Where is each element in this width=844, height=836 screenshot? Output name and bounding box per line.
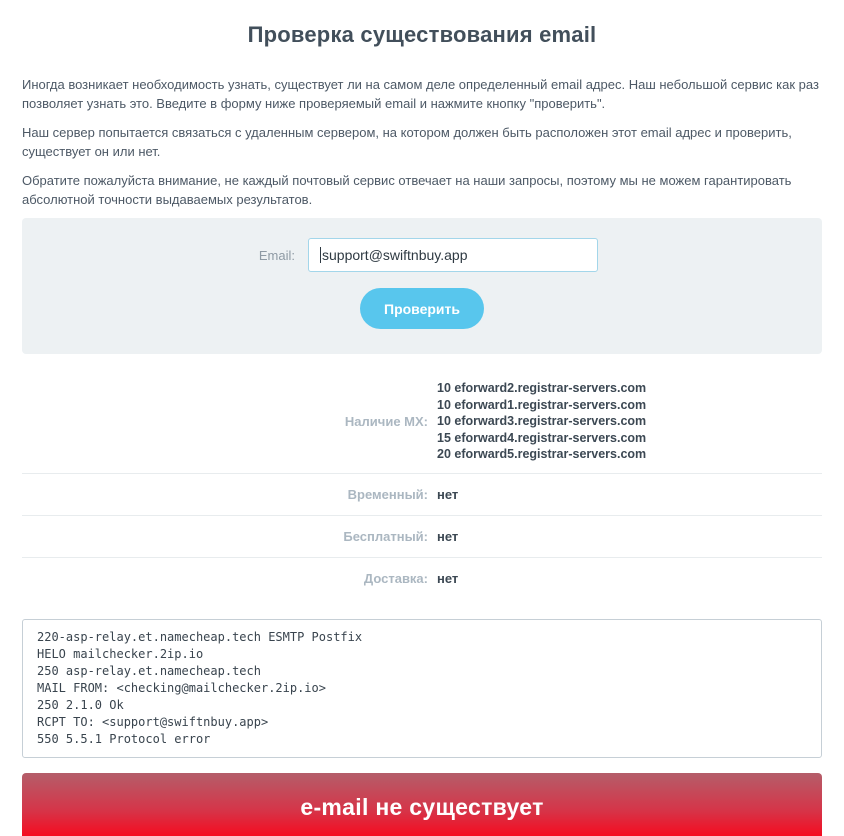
mx-priority: 10	[437, 397, 451, 412]
mx-host: eforward5.registrar-servers.com	[454, 447, 647, 461]
email-input-wrap	[308, 238, 598, 272]
result-rows	[22, 474, 822, 599]
email-form-row	[22, 238, 822, 272]
mx-record	[437, 397, 646, 414]
results-section	[22, 354, 822, 599]
mx-host: eforward3.registrar-servers.com	[454, 414, 647, 428]
intro-paragraph: Наш сервер попытается связаться с удаленным сервером, на котором должен быть расположен этот email адрес и проверить, существует он или нет.	[22, 125, 792, 159]
text-caret	[320, 247, 321, 263]
intro-paragraph: Иногда возникает необходимость узнать, существует ли на самом деле определенный email адрес. Наш небольшой сервис как раз позволяет узнать это. Введите в форму ниже проверяемый email и нажмите кнопку "проверить".	[22, 77, 819, 111]
mx-record	[437, 430, 646, 447]
smtp-log-line: 550 5.5.1 Protocol error	[37, 731, 211, 746]
smtp-log-line: MAIL FROM: <checking@mailchecker.2ip.io>	[37, 680, 326, 695]
verdict-banner	[22, 773, 822, 836]
result-row	[22, 516, 822, 558]
email-label: Email:	[258, 247, 295, 263]
result-value: нет	[437, 570, 459, 586]
mx-records-list	[437, 380, 646, 463]
mx-label: Наличие MX:	[344, 413, 428, 429]
result-label: Доставка:	[363, 570, 428, 586]
check-button[interactable]: Проверить	[360, 288, 484, 329]
mx-record	[437, 413, 646, 430]
email-input[interactable]	[308, 238, 598, 272]
mx-priority: 15	[437, 430, 451, 445]
mx-host: eforward1.registrar-servers.com	[454, 397, 647, 412]
smtp-log-line: RCPT TO: <support@swiftnbuy.app>	[37, 714, 269, 729]
mx-host: eforward4.registrar-servers.com	[454, 430, 647, 445]
mx-priority: 10	[437, 381, 451, 395]
page-container	[22, 0, 822, 836]
intro-paragraph: Обратите пожалуйста внимание, не каждый почтовый сервис отвечает на наши запросы, поэтому мы не можем гарантировать абсолютной точности выдаваемых результатов.	[22, 173, 792, 207]
result-value: нет	[437, 528, 459, 544]
mx-priority: 10	[437, 414, 451, 428]
verdict-text: e-mail не существует	[300, 793, 544, 820]
result-label: Бесплатный:	[343, 528, 428, 544]
result-value: нет	[437, 486, 459, 502]
smtp-log-line: 250 2.1.0 Ok	[37, 697, 124, 712]
mx-record	[437, 446, 646, 463]
result-row	[22, 474, 822, 516]
mx-record	[437, 380, 646, 397]
result-label: Временный:	[347, 486, 428, 502]
page-title: Проверка существования email	[247, 22, 597, 47]
result-row	[22, 558, 822, 599]
mx-host: eforward2.registrar-servers.com	[454, 381, 647, 395]
smtp-log-line: HELO mailchecker.2ip.io	[37, 646, 204, 661]
smtp-log-line: 220-asp-relay.et.namecheap.tech ESMTP Postfix	[37, 629, 363, 644]
intro-section	[22, 75, 822, 209]
smtp-log-box	[22, 619, 822, 758]
smtp-log-line: 250 asp-relay.et.namecheap.tech	[37, 663, 261, 678]
email-form-panel	[22, 218, 822, 354]
mx-priority: 20	[437, 447, 451, 461]
mx-row	[22, 354, 822, 474]
